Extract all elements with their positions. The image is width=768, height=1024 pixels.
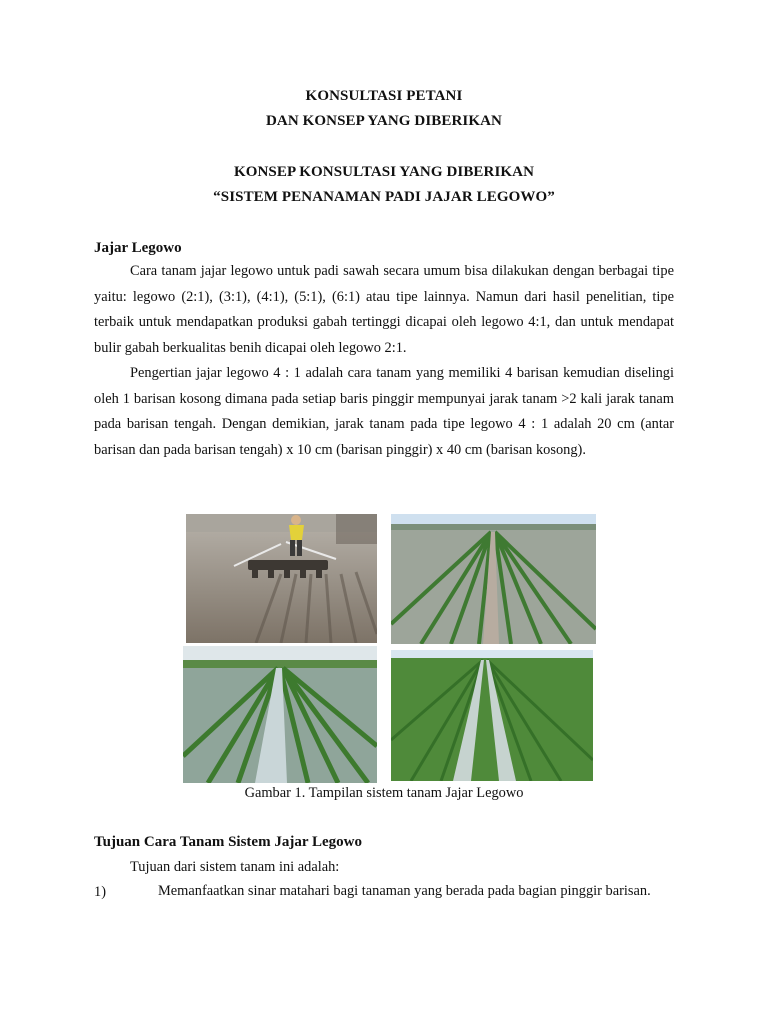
paragraph-pengertian-legowo: Pengertian jajar legowo 4 : 1 adalah cara tanam yang memiliki 4 barisan kemudian diselingi oleh 1 barisan kosong dimana pada setiap baris pinggir mempunyai jarak tanam >2 kali jarak tanam pada barisan tengah. Dengan demikian, jarak tanam pada tipe legowo 4 : 1 adalah 20 cm (antar barisan dan pada barisan tengah) x 10 cm (barisan pinggir) x 40 cm (barisan kosong). (94, 365, 674, 458)
list-item-number: 1) (94, 884, 106, 900)
photo-rice-rows-sky (391, 514, 596, 644)
photo-farmer-with-row-marker (186, 514, 377, 643)
section-heading-tujuan: Tujuan Cara Tanam Sistem Jajar Legowo (94, 834, 362, 850)
list-item-text: Memanfaatkan sinar matahari bagi tanaman yang berada pada bagian pinggir barisan. (158, 883, 651, 899)
doc-title-line2: DAN KONSEP YANG DIBERIKAN (265, 113, 502, 129)
doc-subtitle-line2: “SISTEM PENANAMAN PADI JAJAR LEGOWO” (213, 189, 555, 205)
photo-green-rice-field-rows (391, 650, 593, 781)
section-heading-jajar-legowo: Jajar Legowo (94, 240, 182, 256)
figure-caption: Gambar 1. Tampilan sistem tanam Jajar Legowo (244, 785, 524, 801)
tujuan-intro: Tujuan dari sistem tanam ini adalah: (130, 859, 340, 875)
paragraph-tipe-legowo: Cara tanam jajar legowo untuk padi sawah secara umum bisa dilakukan dengan berbagai tipe yaitu: legowo (2:1), (3:1), (4:1), (5:1), (6:1) atau tipe lainnya. Namun dari hasil penelitian, tipe terbaik untuk mendapatkan produksi gabah tertinggi dicapai oleh legowo 4:1, dan untuk mendapat bulir gabah berkualitas benih dicapai oleh legowo 2:1. (94, 263, 674, 356)
photo-flooded-rice-rows (183, 646, 377, 783)
doc-title-line1: KONSULTASI PETANI (305, 88, 463, 104)
doc-subtitle-line1: KONSEP KONSULTASI YANG DIBERIKAN (233, 164, 535, 180)
